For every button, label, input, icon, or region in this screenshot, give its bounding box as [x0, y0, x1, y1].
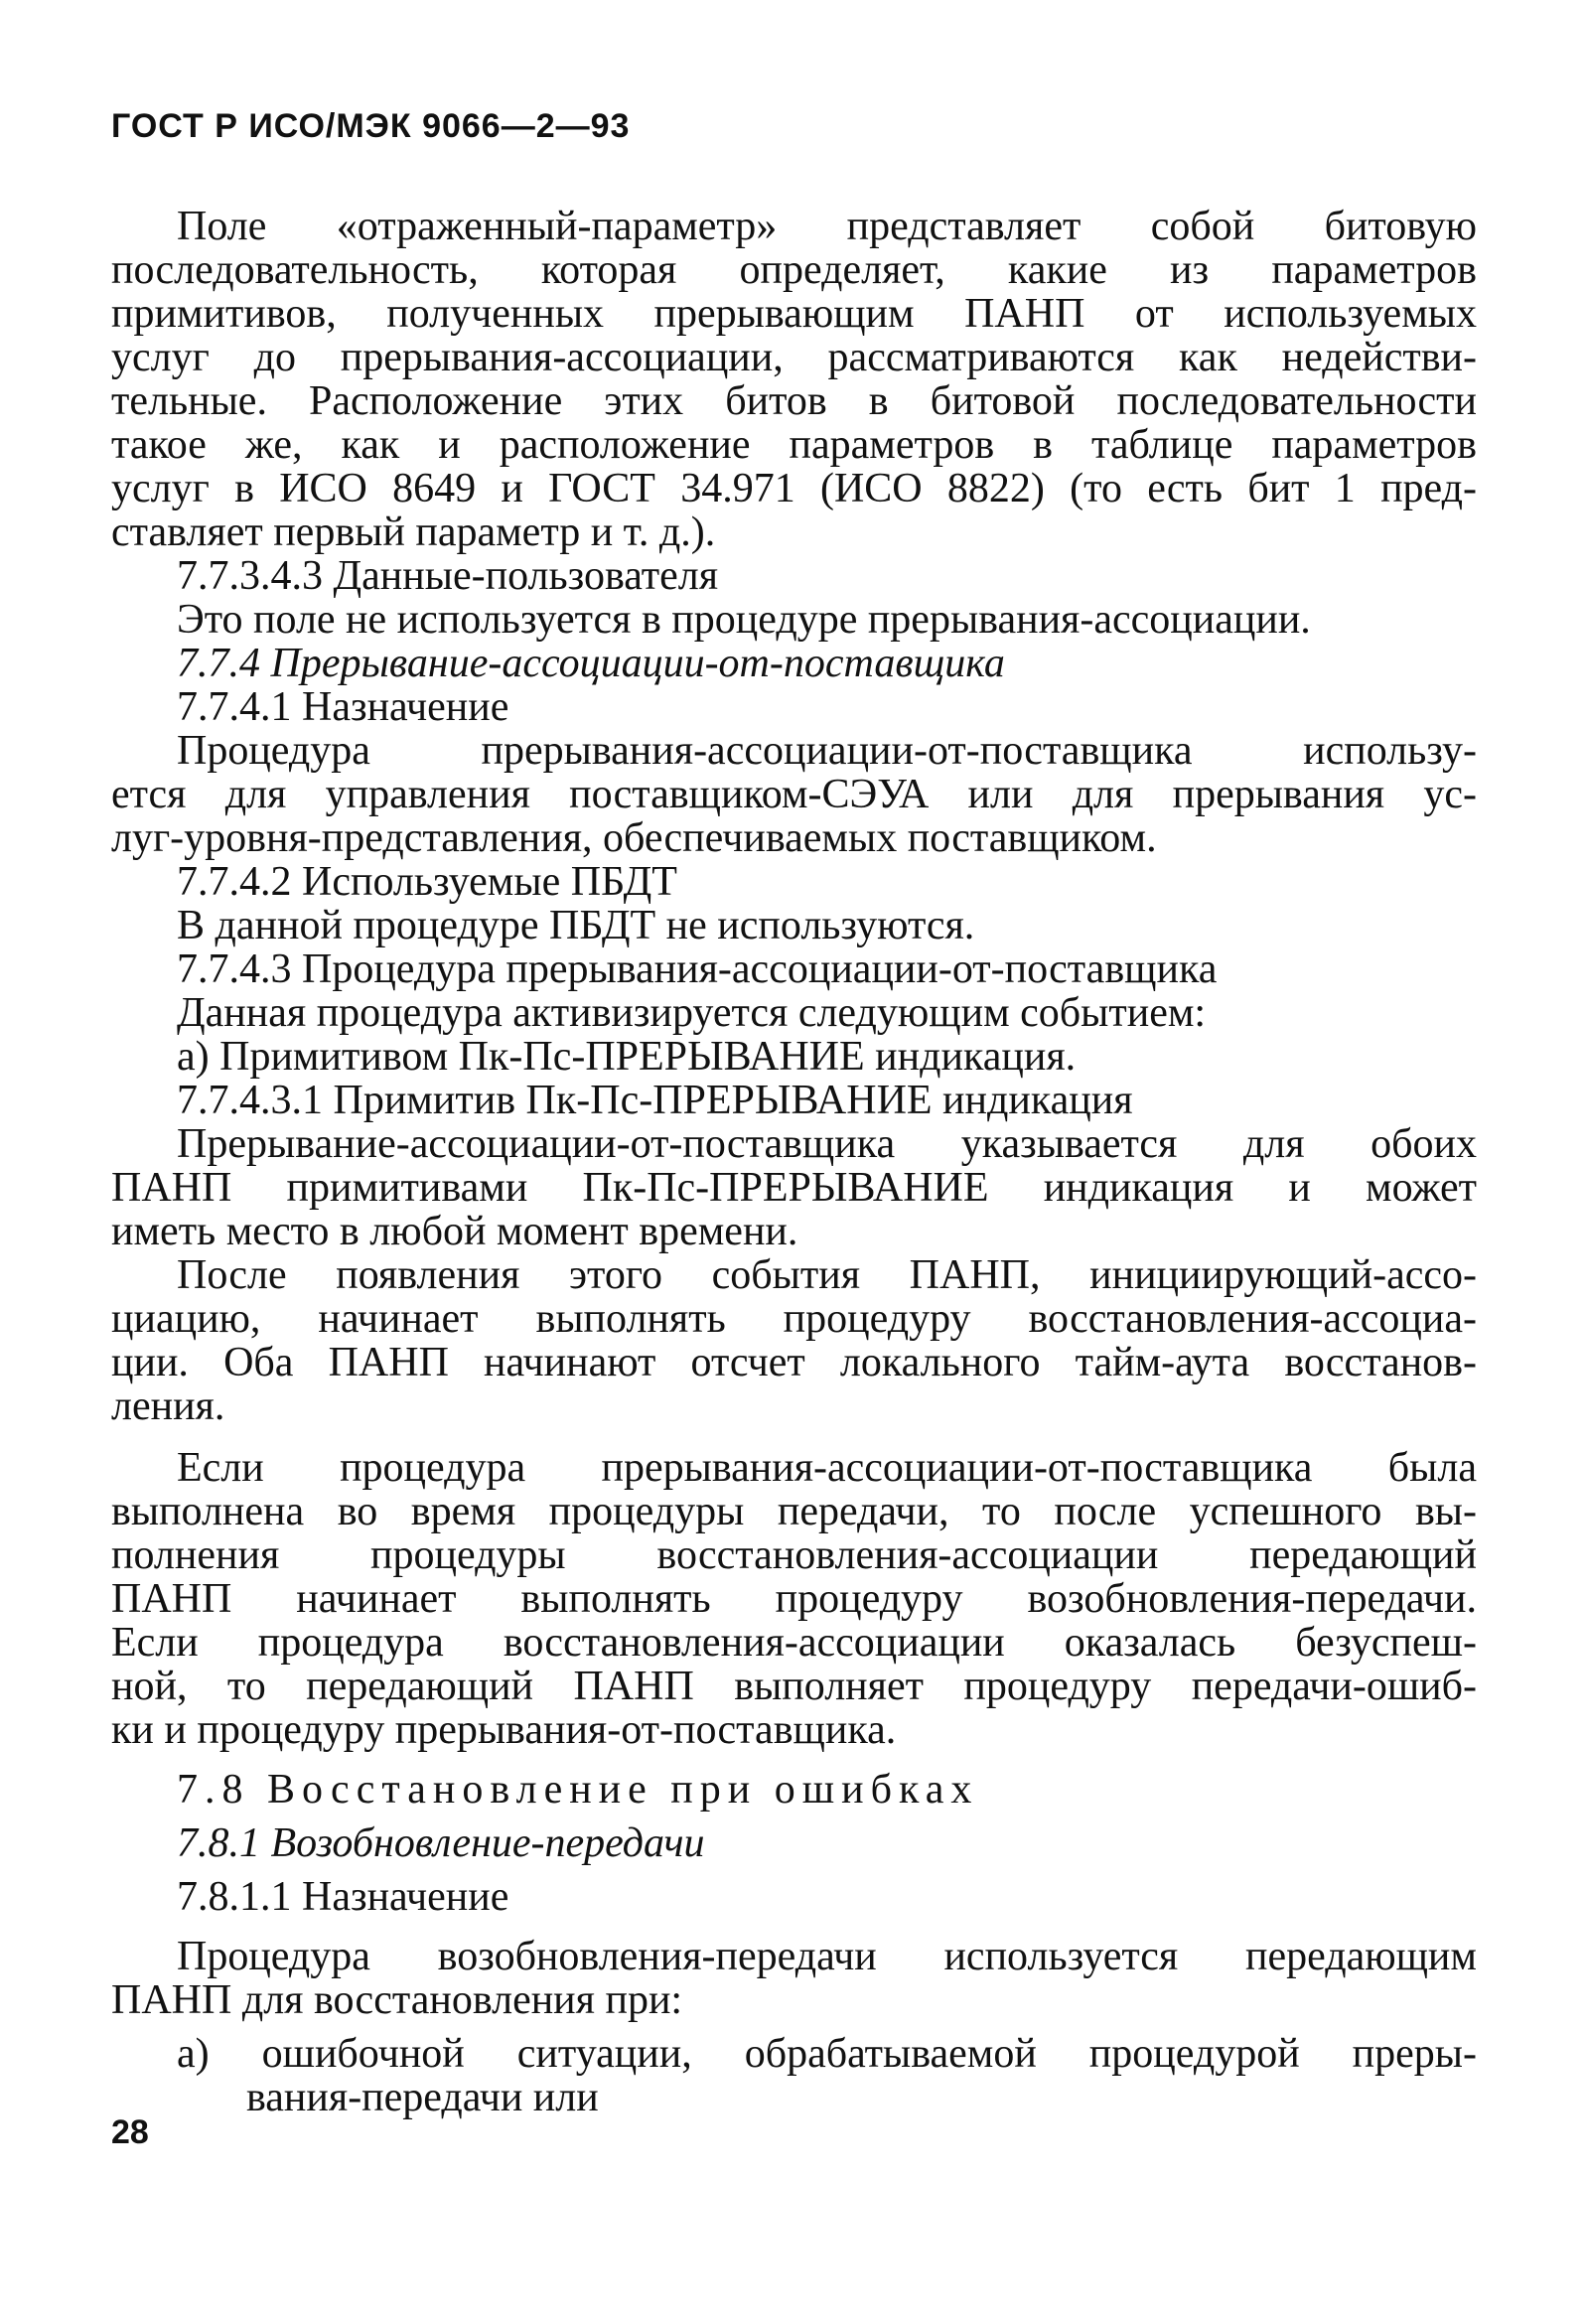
- text-line: луг-уровня-представления, обеспечиваемых поставщиком.: [111, 815, 1157, 861]
- text-line: услуг до прерывания-ассоциации, рассматриваются как недействи-: [111, 335, 1477, 380]
- text-line: Если процедура прерывания-ассоциации-от-поставщика была: [177, 1445, 1477, 1491]
- page-number: 28: [111, 2113, 149, 2151]
- text-line: выполнена во время процедуры передачи, то после успешного вы-: [111, 1489, 1477, 1534]
- text-line: Данная процедура активизируется следующим событием:: [177, 990, 1207, 1036]
- text-line: В данной процедуре ПБДТ не используются.: [177, 903, 975, 948]
- section-heading: 7.7.4.2 Используемые ПБДТ: [177, 859, 677, 905]
- section-heading: 7.8.1 Возобновление-передачи: [177, 1820, 705, 1866]
- section-heading: 7.8.1.1 Назначение: [177, 1874, 509, 1920]
- text-line: ки и процедуру прерывания-от-поставщика.: [111, 1707, 897, 1753]
- list-item: вания-передачи или: [246, 2075, 599, 2120]
- list-item: a) Примитивом Пк-Пс-ПРЕРЫВАНИЕ индикация.: [177, 1034, 1077, 1080]
- text-line: иметь место в любой момент времени.: [111, 1209, 798, 1254]
- text-line: Прерывание-ассоциации-от-поставщика указывается для обоих: [177, 1121, 1477, 1167]
- section-heading: 7.7.3.4.3 Данные-пользователя: [177, 553, 719, 599]
- page-header: ГОСТ Р ИСО/МЭК 9066—2—93: [111, 107, 631, 145]
- section-heading: 7.7.4.3 Процедура прерывания-ассоциации-от-поставщика: [177, 946, 1218, 992]
- text-line: ной, то передающий ПАНП выполняет процедуру передачи-ошиб-: [111, 1664, 1477, 1709]
- text-line: ПАНП для восстановления при:: [111, 1977, 683, 2023]
- text-line: полнения процедуры восстановления-ассоциации передающий: [111, 1532, 1477, 1578]
- text-line: ления.: [111, 1383, 225, 1429]
- text-line: Процедура прерывания-ассоциации-от-поставщика использу-: [177, 728, 1477, 774]
- list-item: а) ошибочной ситуации, обрабатываемой процедурой преры-: [177, 2031, 1477, 2077]
- text-line: такое же, как и расположение параметров в таблице параметров: [111, 422, 1477, 468]
- text-line: Это поле не используется в процедуре прерывания-ассоциации.: [177, 597, 1311, 643]
- section-heading: 7.8 Восстановление при ошибках: [177, 1767, 979, 1813]
- text-line: ставляет первый параметр и т. д.).: [111, 509, 716, 555]
- text-line: ции. Оба ПАНП начинают отсчет локального тайм-аута восстанов-: [111, 1340, 1477, 1385]
- text-line: услуг в ИСО 8649 и ГОСТ 34.971 (ИСО 8822) (то есть бит 1 пред-: [111, 466, 1477, 511]
- section-heading: 7.7.4 Прерывание-ассоциации-от-поставщика: [177, 641, 1005, 686]
- section-heading: 7.7.4.1 Назначение: [177, 684, 509, 730]
- text-line: Процедура возобновления-передачи используется передающим: [177, 1934, 1477, 1979]
- text-line: циацию, начинает выполнять процедуру восстановления-ассоциа-: [111, 1296, 1477, 1342]
- text-line: последовательность, которая определяет, какие из параметров: [111, 247, 1477, 293]
- text-line: ется для управления поставщиком-СЭУА или для прерывания ус-: [111, 772, 1477, 817]
- text-line: ПАНП примитивами Пк-Пс-ПРЕРЫВАНИЕ индикация и может: [111, 1165, 1477, 1211]
- text-line: После появления этого события ПАНП, инициирующий-ассо-: [177, 1252, 1477, 1298]
- text-line: примитивов, полученных прерывающим ПАНП от используемых: [111, 291, 1477, 337]
- section-heading: 7.7.4.3.1 Примитив Пк-Пс-ПРЕРЫВАНИЕ индикация: [177, 1078, 1133, 1123]
- text-line: Поле «отраженный-параметр» представляет собой битовую: [177, 204, 1477, 249]
- text-line: Если процедура восстановления-ассоциации оказалась безуспеш-: [111, 1620, 1477, 1666]
- text-line: тельные. Расположение этих битов в битовой последовательности: [111, 378, 1477, 424]
- text-line: ПАНП начинает выполнять процедуру возобновления-передачи.: [111, 1576, 1477, 1622]
